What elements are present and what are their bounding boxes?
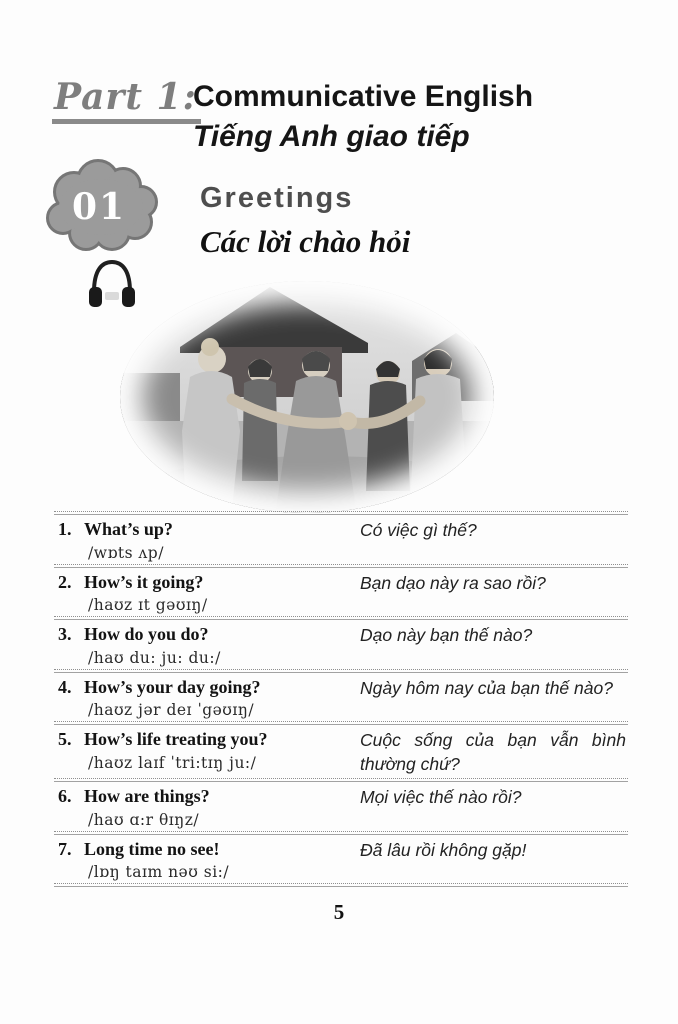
phrase-row-5: [54, 725, 628, 778]
phrase-english: What’s up?: [84, 519, 173, 539]
phrase-number: 7.: [58, 838, 72, 859]
phrase-english-cell: [54, 623, 360, 667]
phrase-row-3: [54, 620, 628, 669]
phrase-row-1: [54, 515, 628, 564]
phrase-english: How’s life treating you?: [84, 729, 268, 749]
part-title-vietnamese: Tiếng Anh giao tiếp: [193, 120, 470, 153]
phrase-number: 6.: [58, 786, 72, 807]
phrase-vietnamese: Mọi việc thế nào rồi?: [360, 787, 522, 808]
unit-number-badge: [40, 154, 166, 258]
phrase-vietnamese: Bạn dạo này ra sao rồi?: [360, 572, 546, 593]
phrase-ipa: /haʊz jər deɪ ˈgəʊɪŋ/: [88, 701, 255, 719]
phrase-number: 1.: [58, 519, 72, 539]
phrase-english: How are things?: [84, 786, 210, 807]
phrase-english: How’s your day going?: [84, 676, 261, 697]
phrase-vietnamese: Ngày hôm nay của bạn thế nào?: [360, 677, 613, 698]
page-header: [193, 80, 613, 153]
unit-header: [200, 182, 600, 260]
phrase-vietnamese: Đã lâu rồi không gặp!: [360, 839, 527, 860]
phrase-english: How’s it going?: [84, 571, 204, 592]
phrase-ipa: /lɒŋ taɪm nəʊ si:/: [88, 863, 230, 882]
unit-title-english: Greetings: [200, 182, 354, 214]
phrase-english: Long time no see!: [84, 838, 220, 859]
phrase-number: 5.: [58, 729, 72, 749]
phrase-number: 4.: [58, 676, 72, 697]
table-border-bottom: [54, 883, 628, 887]
phrase-english-cell: [54, 518, 360, 562]
phrase-english-cell: [54, 676, 360, 720]
phrase-english-cell: [54, 571, 360, 615]
unit-title-vietnamese: Các lời chào hỏi: [200, 224, 411, 259]
phrase-ipa: /haʊ ɑ:r θɪŋz/: [88, 810, 200, 829]
phrase-ipa: /wɒts ʌp/: [88, 543, 164, 562]
phrase-number: 3.: [58, 624, 72, 644]
unit-number: 01: [71, 186, 127, 228]
part-label: Part 1:: [52, 78, 201, 124]
phrase-row-7: [54, 835, 628, 884]
phrase-number: 2.: [58, 571, 72, 592]
phrase-english-cell: [54, 728, 360, 772]
phrase-vietnamese: Cuộc sống của bạn vẫn bình thường chứ?: [360, 730, 626, 774]
phrase-ipa: /haʊz laɪf ˈtri:tɪŋ ju:/: [88, 753, 257, 772]
page-number: 5: [333, 900, 345, 924]
phrase-row-4: [54, 673, 628, 722]
phrase-english: How do you do?: [84, 624, 209, 644]
phrase-vietnamese: Dạo này bạn thế nào?: [360, 625, 533, 645]
phrase-english-cell: [54, 838, 360, 882]
photo-vignette: [120, 281, 494, 513]
phrase-ipa: /haʊz ɪt gəʊɪŋ/: [88, 596, 208, 614]
phrase-english-cell: [54, 785, 360, 829]
phrase-row-2: [54, 568, 628, 617]
phrase-ipa: /haʊ du: ju: du:/: [88, 648, 221, 667]
greeting-photo: [120, 281, 494, 513]
phrase-row-6: [54, 782, 628, 831]
phrase-vietnamese: Có việc gì thế?: [360, 520, 477, 540]
part-title-english: Communicative English: [193, 80, 534, 113]
phrase-table: [54, 511, 628, 887]
